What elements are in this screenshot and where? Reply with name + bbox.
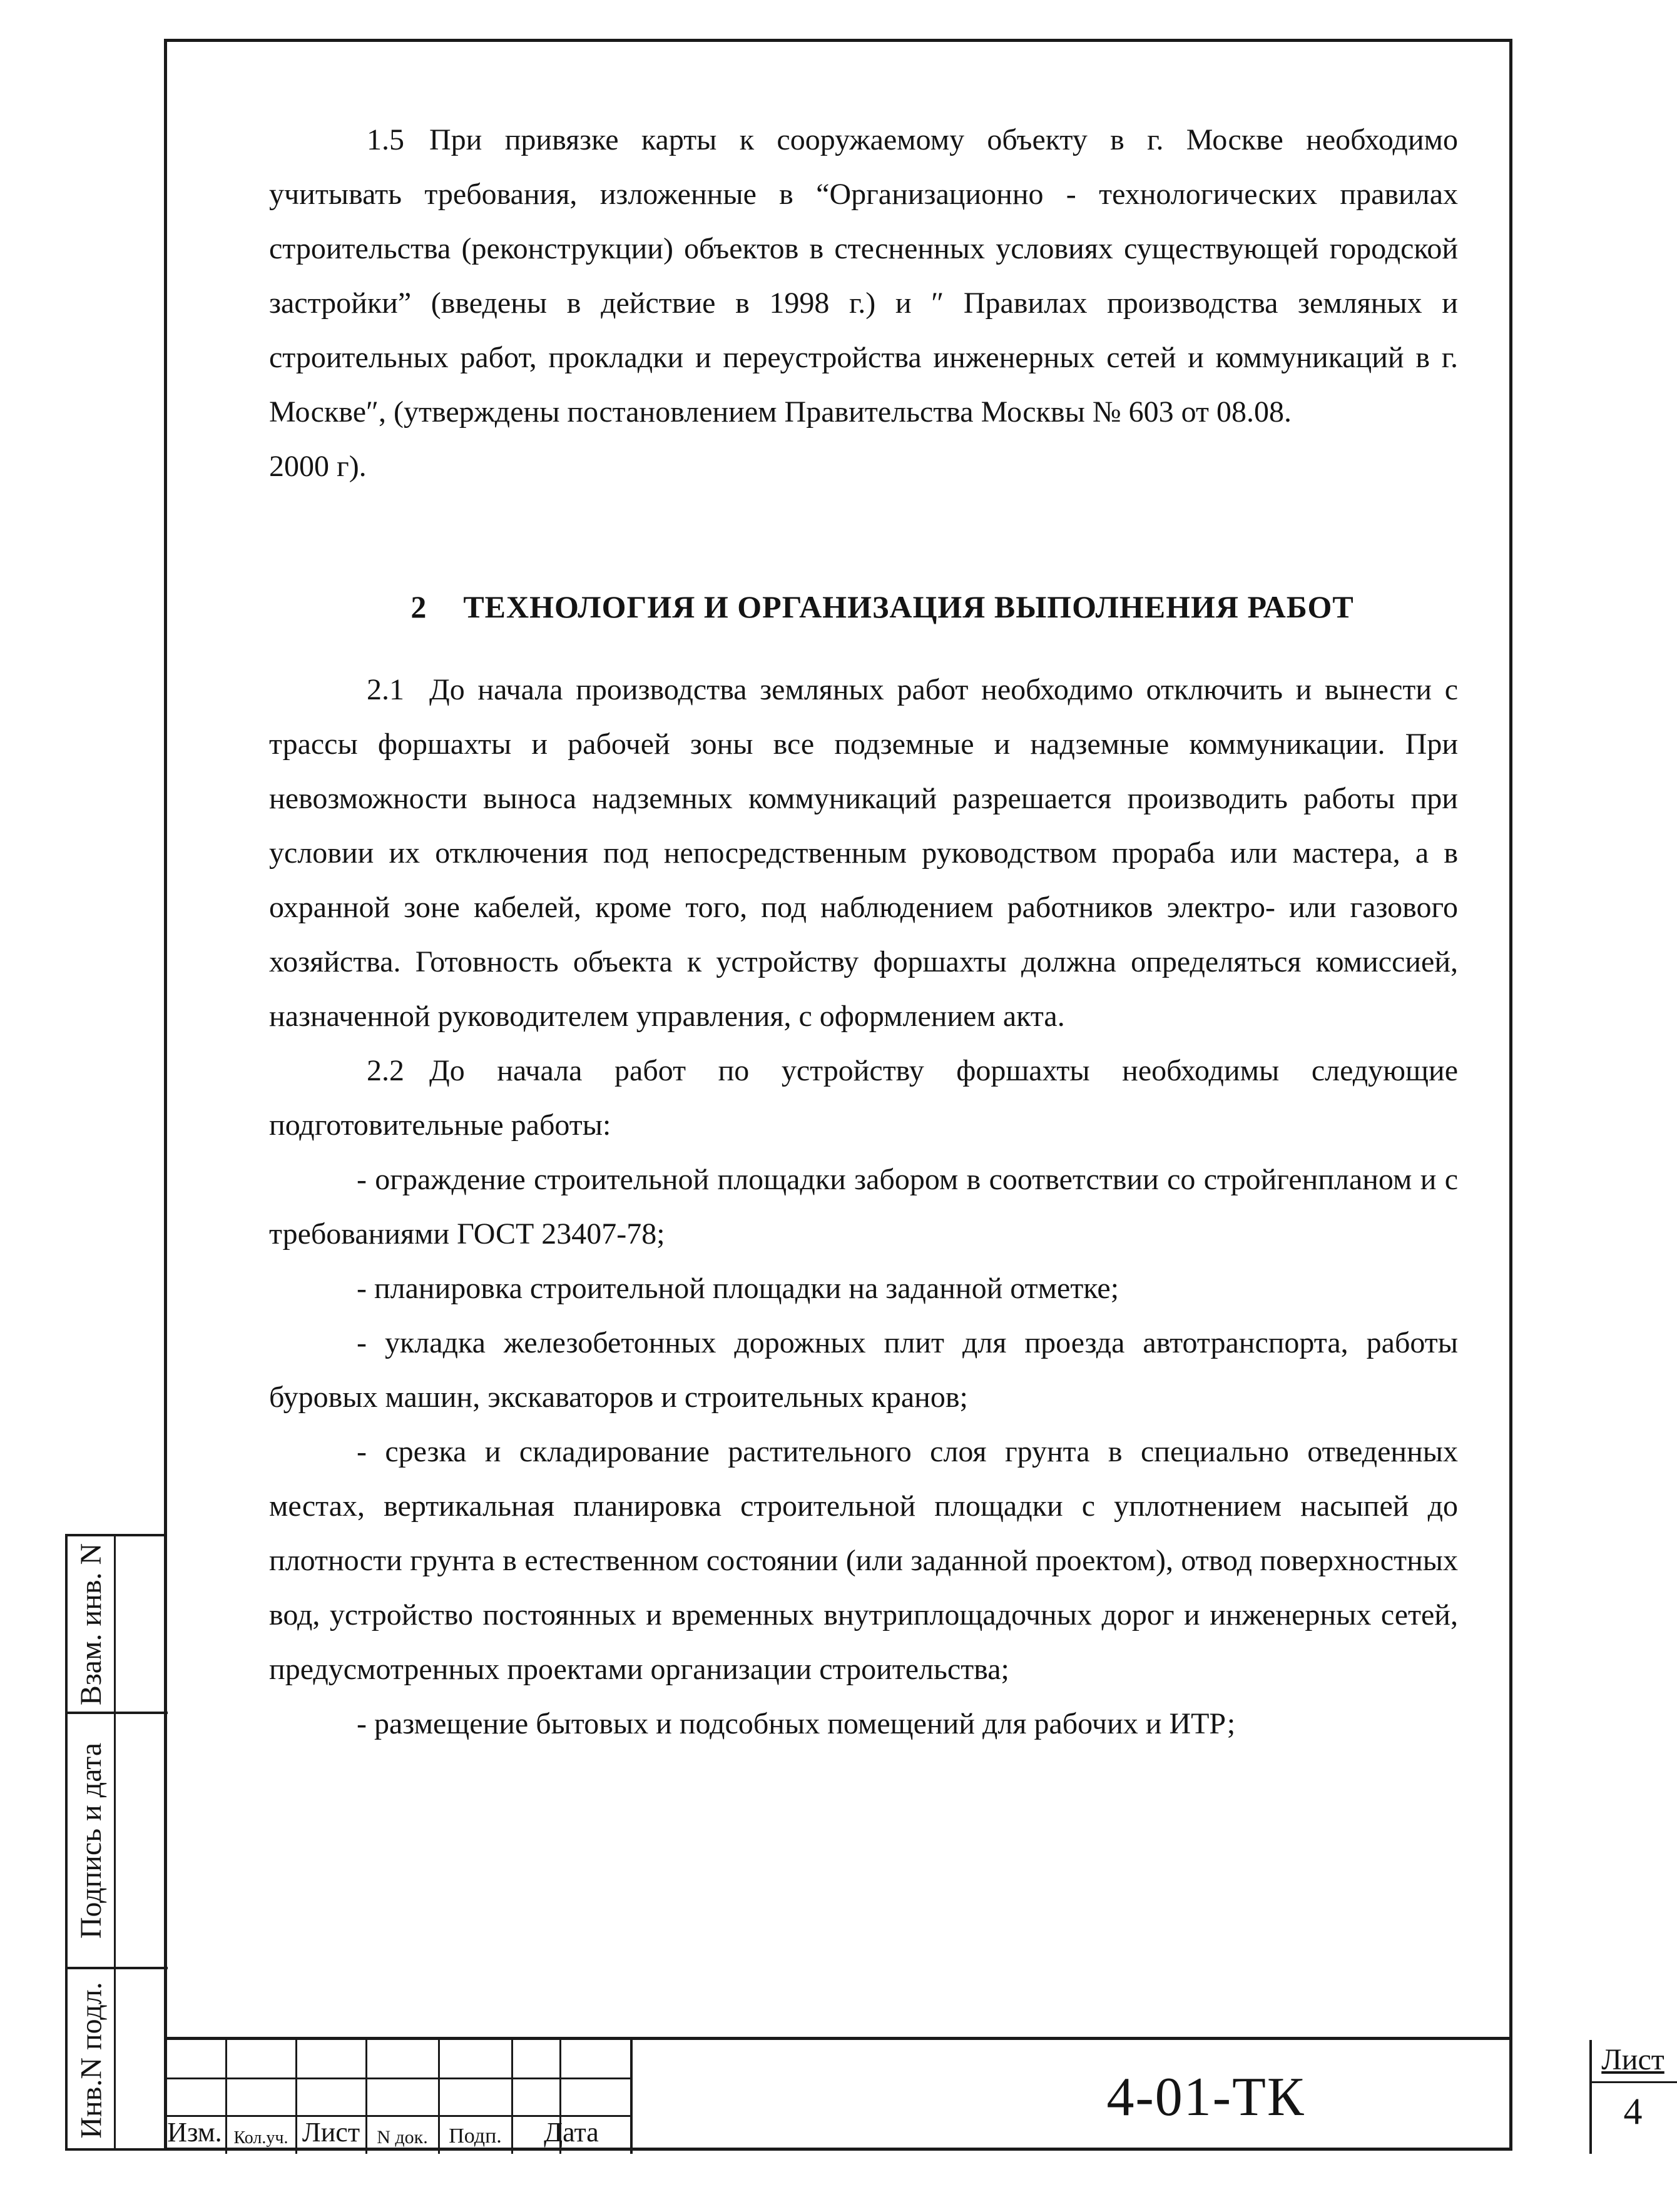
side-label-inv	[68, 1969, 115, 2151]
side-label-podpis	[68, 1714, 115, 1967]
section-title: ТЕХНОЛОГИЯ И ОРГАНИЗАЦИЯ ВЫПОЛНЕНИЯ РАБОТ	[463, 589, 1354, 624]
paragraph-1-5-tail: 2000 г).	[269, 450, 367, 483]
podp-label: Подп.	[449, 2124, 502, 2148]
paragraph-text: До начала работ по устройству форшахты необходимы следующие подготовительные работы:	[269, 1054, 1458, 1142]
sheet-label: Лист	[1601, 2043, 1664, 2076]
list-item: - размещение бытовых и подсобных помещений для рабочих и ИТР;	[357, 1707, 1236, 1740]
vzam-inv-label: Взам. инв. N	[74, 1543, 108, 1705]
section-heading	[269, 589, 1458, 625]
title-grid-line	[1589, 2081, 1677, 2083]
section-number: 2	[410, 589, 427, 624]
data-label: Дата	[544, 2117, 599, 2148]
side-label-vzam	[68, 1536, 115, 1712]
paragraph-2-2	[269, 1043, 1458, 1152]
sheet-number: 4	[1623, 2091, 1643, 2132]
document-body	[269, 113, 1458, 1751]
paragraph-text: До начала производства земляных работ необходимо отключить и вынести с трассы форшахты и рабочей зоны все подземные и надземные коммуникации. При невозможности выноса надземных коммуникаций разрешается производить работы при условии их отключения под непосредственным руководством прораба или мастера, а в охранной зоне кабелей, кроме того, под наблюдением работников электро- или газового хозяйства. Готовность объекта к устройству форшахты должна определяться комиссией, назначенной руководителем управления, с оформлением акта.	[269, 673, 1458, 1033]
list-item: - планировка строительной площадки на заданной отметке;	[357, 1272, 1119, 1305]
kol-uch-label: Кол.уч.	[233, 2128, 288, 2148]
paragraph-number: 1.5	[367, 123, 404, 156]
paragraph-2-1	[269, 662, 1458, 1043]
paragraph-1-5	[269, 113, 1458, 439]
inv-podl-label: Инв.N подл.	[74, 1981, 108, 2139]
n-dok-label: N док.	[377, 2127, 428, 2148]
document-code: 4-01-ТК	[1106, 2066, 1305, 2128]
list-label: Лист	[302, 2117, 360, 2148]
list-item: - срезка и складирование растительного слоя грунта в специально отведенных местах, вертикальная планировка строительной площадки с уплотнением насыпей до плотности грунта в естественном состоянии (или заданной проектом), отвод поверхностных вод, устройство постоянных и временных внутриплощадочных дорог и инженерных сетей, предусмотренных проектами организации строительства;	[269, 1435, 1458, 1686]
title-block	[164, 2037, 1664, 2151]
paragraph-number: 2.1	[367, 673, 404, 706]
side-stamp	[65, 1534, 165, 2151]
list-item: - укладка железобетонных дорожных плит для проезда автотранспорта, работы буровых машин, экскаваторов и строительных кранов;	[269, 1326, 1458, 1414]
title-grid-line	[630, 2040, 633, 2154]
list-item: - ограждение строительной площадки забором в соответствии со стройгенпланом и с требованиями ГОСТ 23407-78;	[269, 1163, 1458, 1251]
izm-label: Изм.	[167, 2117, 222, 2148]
paragraph-text: При привязке карты к сооружаемому объекту в г. Москве необходимо учитывать требования, изложенные в “Организационно - технологических правилах строительства (реконструкции) объектов в стесненных условиях существующей городской застройки” (введены в действие в 1998 г.) и ″ Правилах производства земляных и строительных работ, прокладки и переустройства инженерных сетей и коммуникаций в г. Москве″, (утверждены постановлением Правительства Москвы № 603 от 08.08.	[269, 123, 1458, 429]
podpis-data-label: Подпись и дата	[74, 1742, 108, 1939]
paragraph-number: 2.2	[367, 1054, 404, 1087]
